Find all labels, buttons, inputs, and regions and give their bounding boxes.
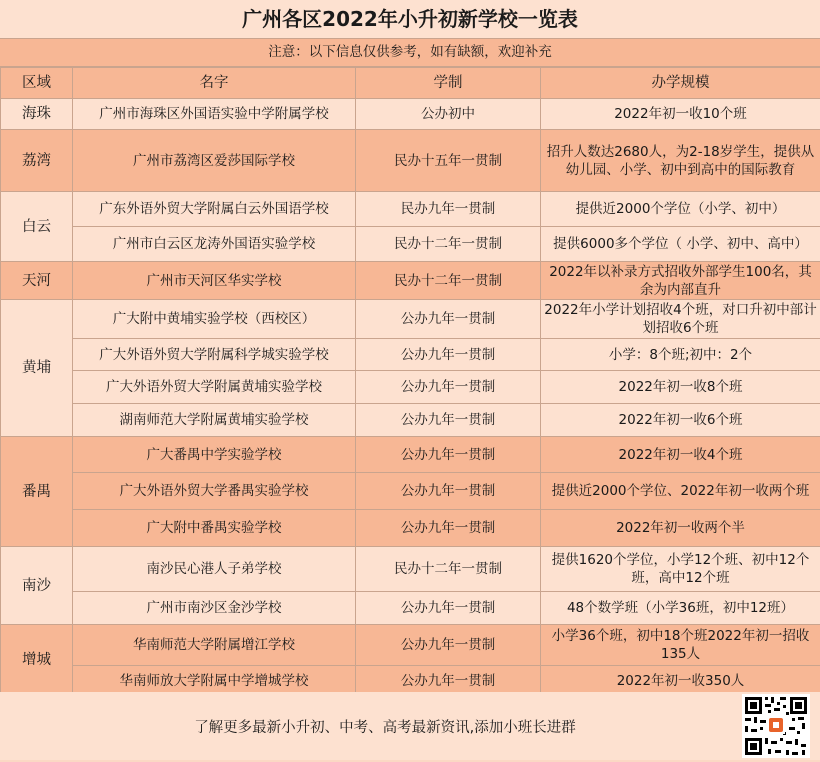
district-cell: 黄埔 [1, 300, 73, 437]
school-scale: 小学：8个班;初中：2个 [541, 339, 820, 371]
table-row [1, 592, 820, 625]
school-system: 公办九年一贯制 [356, 625, 541, 666]
qr-code-graphic [742, 694, 810, 758]
school-scale: 2022年初一收8个班 [541, 371, 820, 404]
district-cell: 白云 [1, 192, 73, 262]
school-name: 广东外语外贸大学附属白云外国语学校 [73, 192, 356, 227]
school-system: 民办十二年一贯制 [356, 227, 541, 262]
school-scale: 2022年以补录方式招收外部学生100名，其余为内部直升 [541, 262, 820, 300]
school-name: 广大附中番禺实验学校 [73, 510, 356, 547]
qr-code-icon[interactable] [742, 694, 810, 758]
school-scale: 2022年初一收10个班 [541, 99, 820, 130]
school-table [0, 67, 820, 696]
school-scale: 2022年小学计划招收4个班，对口升初中部计划招收6个班 [541, 300, 820, 339]
district-cell: 天河 [1, 262, 73, 300]
table-row [1, 192, 820, 227]
school-name: 华南师范大学附属增江学校 [73, 625, 356, 666]
school-system: 公办九年一贯制 [356, 371, 541, 404]
school-name: 广州市天河区华实学校 [73, 262, 356, 300]
school-name: 湖南师范大学附属黄埔实验学校 [73, 404, 356, 437]
school-system: 民办十五年一贯制 [356, 130, 541, 192]
notice-text: 注意：以下信息仅供参考，如有缺额，欢迎补充 [0, 39, 820, 67]
district-cell: 南沙 [1, 547, 73, 625]
table-row [1, 666, 820, 696]
school-name: 南沙民心港人子弟学校 [73, 547, 356, 592]
school-system: 公办九年一贯制 [356, 437, 541, 473]
school-system: 公办初中 [356, 99, 541, 130]
table-row [1, 300, 820, 339]
page-title: 广州各区2022年小升初新学校一览表 [0, 0, 820, 39]
footer-text: 了解更多最新小升初、中考、高考最新资讯,添加小班长进群 [150, 716, 620, 737]
header-region: 区域 [1, 68, 73, 99]
table-row [1, 130, 820, 192]
district-cell: 海珠 [1, 99, 73, 130]
table-row [1, 339, 820, 371]
school-scale: 提供6000多个学位（ 小学、初中、高中） [541, 227, 820, 262]
table-row [1, 371, 820, 404]
table-row [1, 437, 820, 473]
school-system: 公办九年一贯制 [356, 510, 541, 547]
header-scale: 办学规模 [541, 68, 820, 99]
table-row [1, 547, 820, 592]
district-cell: 番禺 [1, 437, 73, 547]
school-name: 广州市荔湾区爱莎国际学校 [73, 130, 356, 192]
school-scale: 提供近2000个学位（小学、初中） [541, 192, 820, 227]
school-name: 广州市海珠区外国语实验中学附属学校 [73, 99, 356, 130]
school-system: 公办九年一贯制 [356, 404, 541, 437]
table-row [1, 625, 820, 666]
district-cell: 增城 [1, 625, 73, 696]
table-row [1, 404, 820, 437]
school-name: 广大外语外贸大学附属科学城实验学校 [73, 339, 356, 371]
school-name: 广大外语外贸大学番禺实验学校 [73, 473, 356, 510]
school-name: 广州市白云区龙涛外国语实验学校 [73, 227, 356, 262]
school-name: 广大附中黄埔实验学校（西校区） [73, 300, 356, 339]
school-scale: 2022年初一收350人 [541, 666, 820, 696]
school-scale: 提供近2000个学位、2022年初一收两个班 [541, 473, 820, 510]
school-scale: 2022年初一收4个班 [541, 437, 820, 473]
school-system: 民办九年一贯制 [356, 192, 541, 227]
table-header-row [1, 68, 820, 99]
school-name: 广大番禺中学实验学校 [73, 437, 356, 473]
school-system: 公办九年一贯制 [356, 339, 541, 371]
footer [0, 692, 820, 760]
school-scale: 2022年初一收6个班 [541, 404, 820, 437]
school-scale: 提供1620个学位，小学12个班、初中12个班，高中12个班 [541, 547, 820, 592]
school-name: 广大外语外贸大学附属黄埔实验学校 [73, 371, 356, 404]
school-system: 公办九年一贯制 [356, 666, 541, 696]
table-row [1, 262, 820, 300]
school-name: 华南师放大学附属中学增城学校 [73, 666, 356, 696]
header-system: 学制 [356, 68, 541, 99]
school-scale: 招升人数达2680人，为2-18岁学生，提供从幼儿园、小学、初中到高中的国际教育 [541, 130, 820, 192]
school-scale: 小学36个班，初中18个班2022年初一招收135人 [541, 625, 820, 666]
school-system: 民办十二年一贯制 [356, 547, 541, 592]
school-name: 广州市南沙区金沙学校 [73, 592, 356, 625]
table-row [1, 227, 820, 262]
school-scale: 2022年初一收两个半 [541, 510, 820, 547]
school-system: 公办九年一贯制 [356, 592, 541, 625]
school-system: 公办九年一贯制 [356, 473, 541, 510]
header-name: 名字 [73, 68, 356, 99]
school-system: 公办九年一贯制 [356, 300, 541, 339]
school-system: 民办十二年一贯制 [356, 262, 541, 300]
district-cell: 荔湾 [1, 130, 73, 192]
school-scale: 48个数学班（小学36班，初中12班） [541, 592, 820, 625]
table-row [1, 99, 820, 130]
table-row [1, 510, 820, 547]
table-row [1, 473, 820, 510]
